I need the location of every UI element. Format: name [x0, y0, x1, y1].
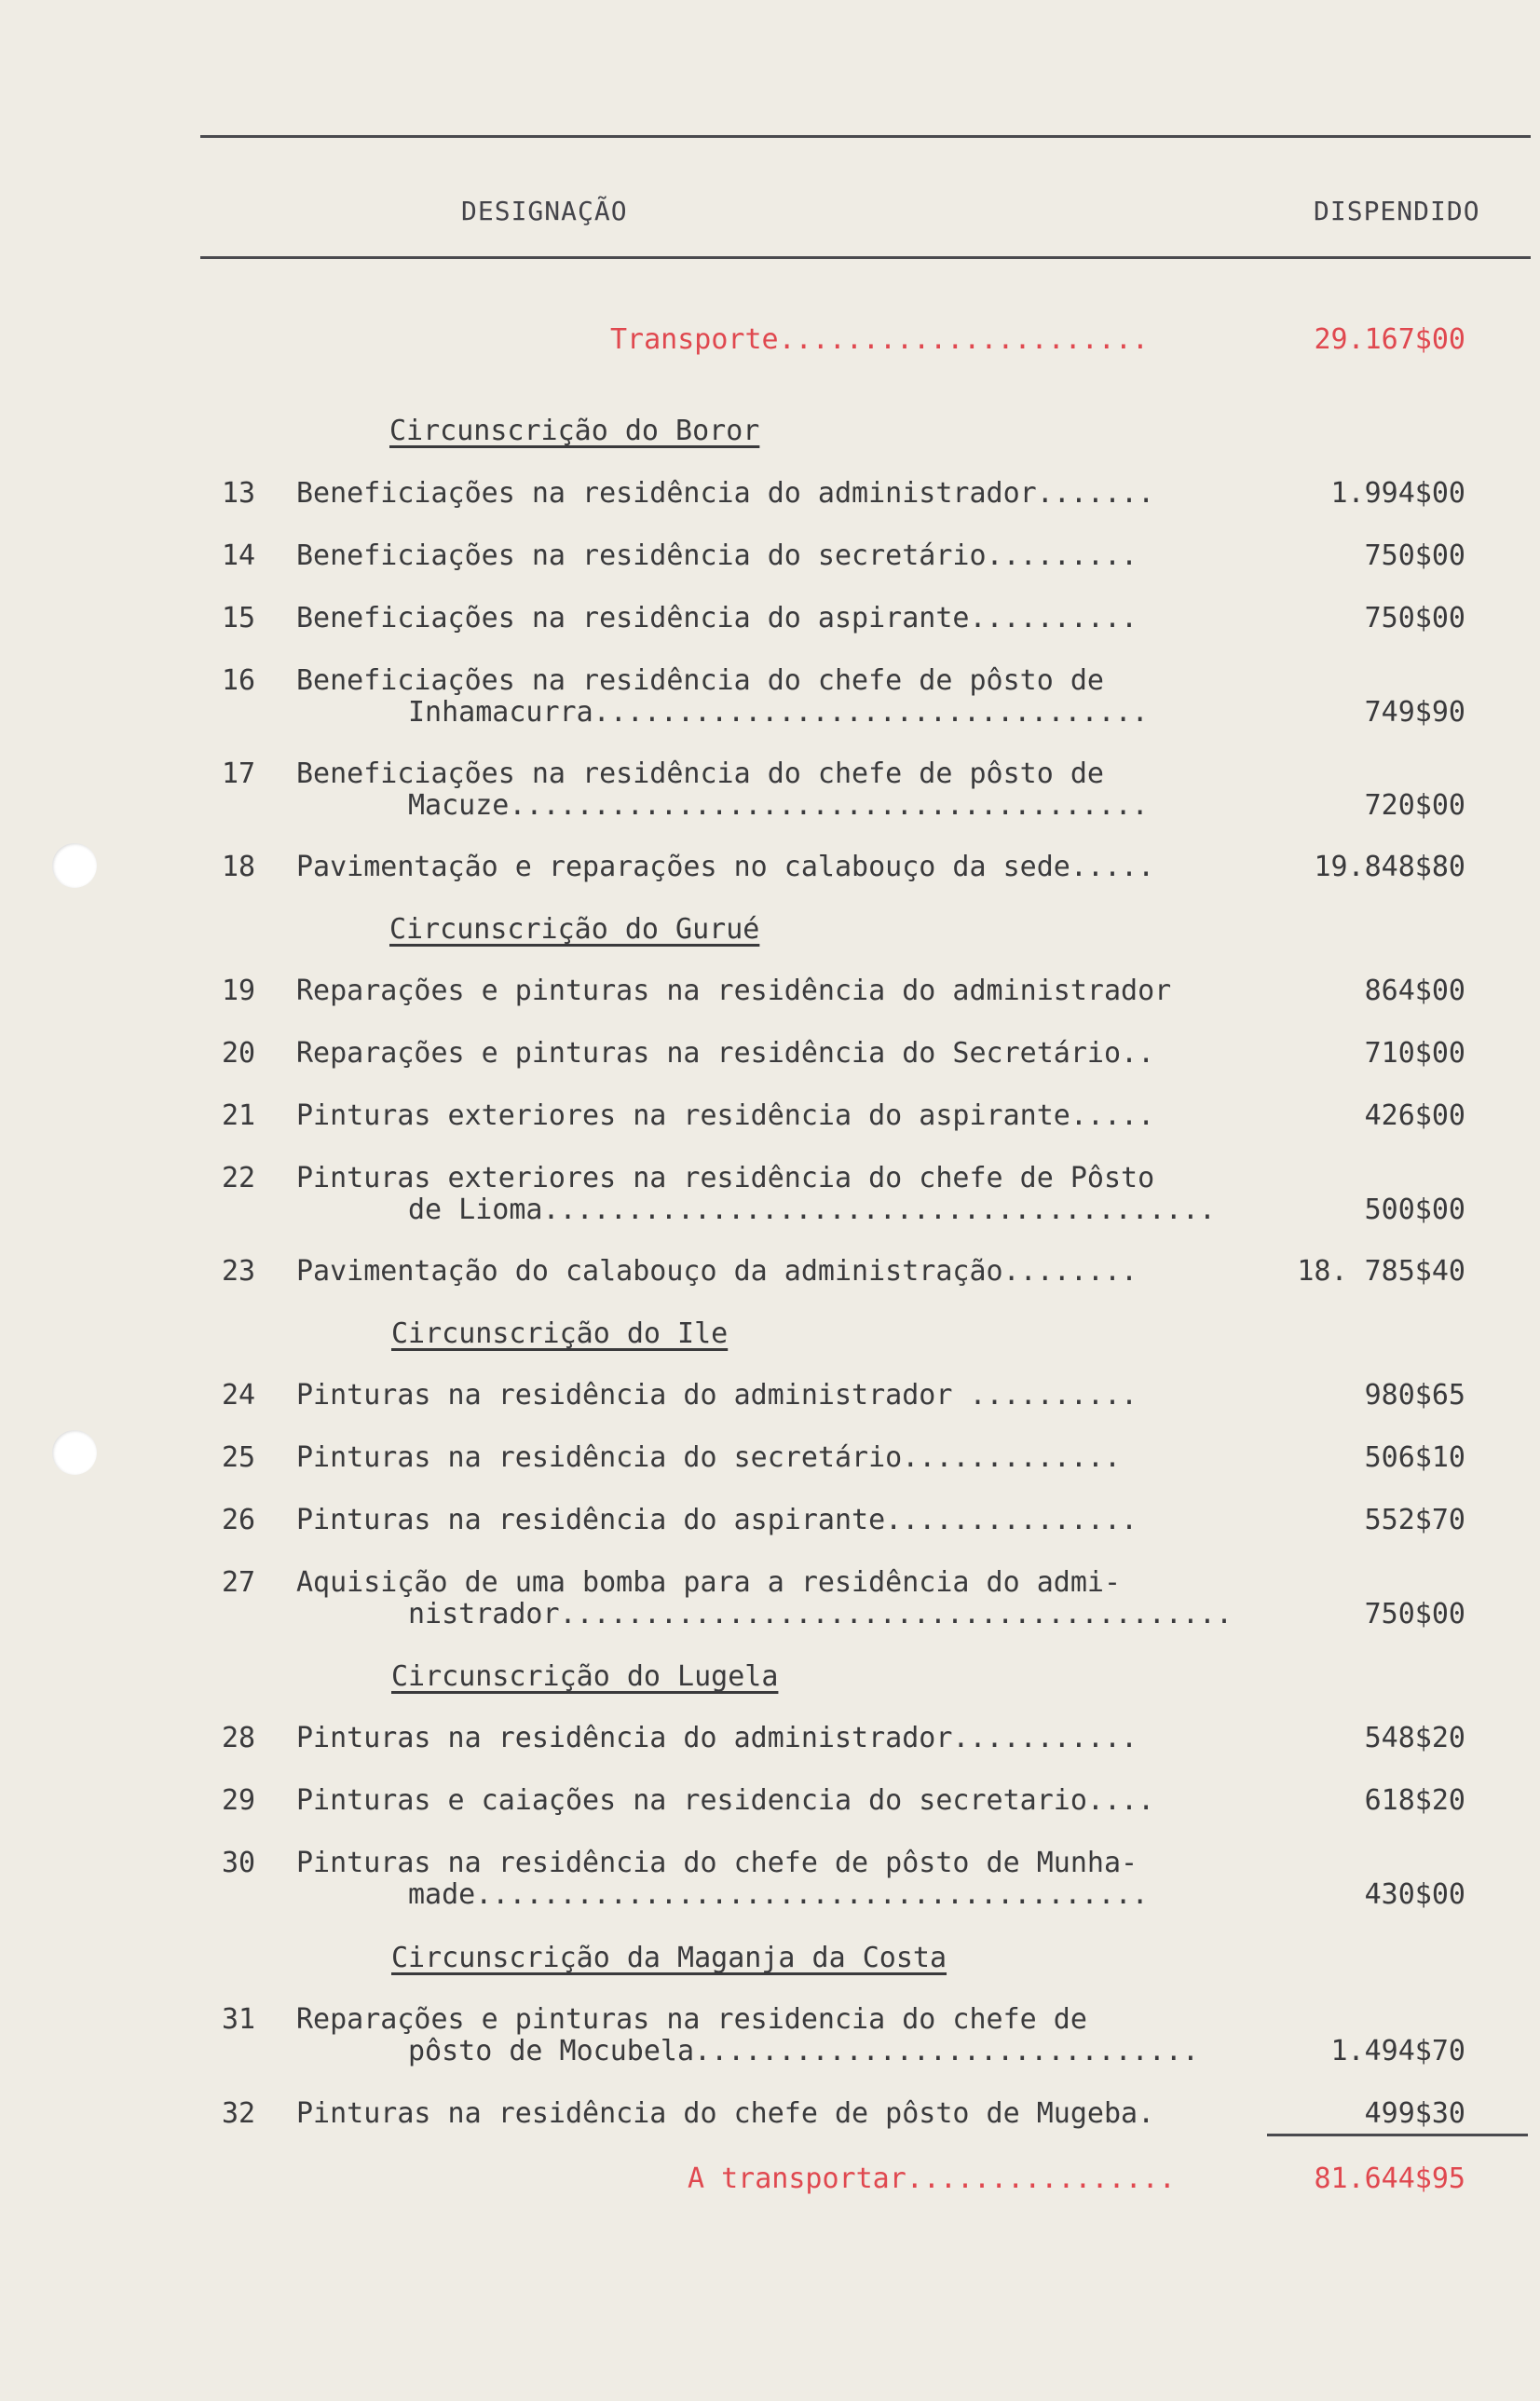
item-amount: 980$65: [1364, 1379, 1465, 1412]
item-number: 30: [222, 1847, 256, 1879]
item-amount: 710$00: [1364, 1037, 1465, 1070]
item-amount: 500$00: [1364, 1194, 1465, 1226]
item-description: Reparações e pinturas na residência do Secretário..: [296, 1037, 1155, 1070]
item-amount: 749$90: [1364, 696, 1465, 729]
total-rule: [1267, 2134, 1528, 2136]
item-amount: 18. 785$40: [1297, 1255, 1465, 1288]
item-number: 24: [222, 1379, 256, 1412]
item-amount: 430$00: [1364, 1878, 1465, 1911]
item-amount: 19.848$80: [1314, 851, 1465, 883]
item-amount: 720$00: [1364, 789, 1465, 822]
header-rule: [200, 256, 1531, 259]
item-description: Pinturas e caiações na residencia do secretario....: [296, 1784, 1155, 1817]
item-description: Pinturas na residência do secretário.............: [296, 1441, 1122, 1474]
item-description: Beneficiações na residência do aspirante..........: [296, 602, 1138, 634]
item-description: Pinturas na residência do chefe de pôsto de Munha-: [296, 1847, 1138, 1879]
item-number: 31: [222, 2003, 256, 2036]
column-header-spent: DISPENDIDO: [1314, 196, 1480, 226]
section-title-maganja: Circunscrição da Maganja da Costa: [391, 1942, 947, 1974]
item-number: 19: [222, 975, 256, 1007]
item-description: Reparações e pinturas na residencia do chefe de: [296, 2003, 1087, 2036]
item-description-cont: Macuze......................................: [408, 789, 1149, 822]
item-description: Beneficiações na residência do chefe de pôsto de: [296, 664, 1104, 697]
punch-hole-top: [52, 843, 97, 888]
item-description: Pinturas na residência do administrador ..........: [296, 1379, 1138, 1412]
top-rule: [200, 135, 1531, 138]
item-description: Pavimentação e reparações no calabouço da sede.....: [296, 851, 1155, 883]
item-number: 32: [222, 2097, 256, 2130]
item-description-cont: de Lioma........................................: [408, 1194, 1216, 1226]
transport-label: Transporte......................: [610, 323, 1149, 356]
punch-hole-bottom: [52, 1430, 97, 1475]
item-description-cont: made........................................: [408, 1878, 1149, 1911]
item-amount: 1.994$00: [1330, 477, 1465, 510]
item-description-cont: nistrador........................................: [408, 1598, 1233, 1630]
item-number: 20: [222, 1037, 256, 1070]
item-amount: 499$30: [1364, 2097, 1465, 2130]
item-number: 27: [222, 1566, 256, 1599]
item-number: 26: [222, 1504, 256, 1536]
item-number: 28: [222, 1722, 256, 1754]
item-amount: 618$20: [1364, 1784, 1465, 1817]
item-number: 22: [222, 1162, 256, 1194]
item-description-cont: pôsto de Mocubela..............................: [408, 2035, 1199, 2067]
item-description: Reparações e pinturas na residência do administrador: [296, 975, 1172, 1007]
item-description-cont: Inhamacurra.................................: [408, 696, 1149, 729]
carry-forward-label: A transportar................: [688, 2162, 1176, 2195]
item-number: 14: [222, 539, 256, 572]
transport-amount: 29.167$00: [1314, 323, 1465, 356]
item-number: 18: [222, 851, 256, 883]
item-amount: 750$00: [1364, 1598, 1465, 1630]
section-title-lugela: Circunscrição do Lugela: [391, 1660, 779, 1693]
item-number: 16: [222, 664, 256, 697]
item-number: 17: [222, 757, 256, 790]
column-header-designation: DESIGNAÇÃO: [461, 196, 628, 226]
item-amount: 552$70: [1364, 1504, 1465, 1536]
item-description: Pinturas exteriores na residência do aspirante.....: [296, 1099, 1155, 1132]
item-description: Pinturas na residência do aspirante...............: [296, 1504, 1138, 1536]
item-number: 21: [222, 1099, 256, 1132]
item-description: Pavimentação do calabouço da administração........: [296, 1255, 1138, 1288]
item-amount: 864$00: [1364, 975, 1465, 1007]
item-amount: 548$20: [1364, 1722, 1465, 1754]
item-number: 15: [222, 602, 256, 634]
item-description: Pinturas na residência do chefe de pôsto de Mugeba.: [296, 2097, 1155, 2130]
item-description: Pinturas exteriores na residência do chefe de Pôsto: [296, 1162, 1155, 1194]
item-description: Pinturas na residência do administrador...........: [296, 1722, 1138, 1754]
item-description: Aquisição de uma bomba para a residência do admi-: [296, 1566, 1122, 1599]
item-number: 23: [222, 1255, 256, 1288]
section-title-ile: Circunscrição do Ile: [391, 1317, 729, 1350]
section-title-gurue: Circunscrição do Gurué: [389, 913, 760, 946]
item-number: 13: [222, 477, 256, 510]
item-number: 29: [222, 1784, 256, 1817]
item-description: Beneficiações na residência do chefe de pôsto de: [296, 757, 1104, 790]
item-amount: 506$10: [1364, 1441, 1465, 1474]
item-amount: 1.494$70: [1330, 2035, 1465, 2067]
item-number: 25: [222, 1441, 256, 1474]
item-amount: 750$00: [1364, 539, 1465, 572]
item-description: Beneficiações na residência do administrador.......: [296, 477, 1155, 510]
item-description: Beneficiações na residência do secretário.........: [296, 539, 1138, 572]
section-title-boror: Circunscrição do Boror: [389, 415, 760, 447]
item-amount: 426$00: [1364, 1099, 1465, 1132]
item-amount: 750$00: [1364, 602, 1465, 634]
carry-forward-amount: 81.644$95: [1314, 2162, 1465, 2195]
